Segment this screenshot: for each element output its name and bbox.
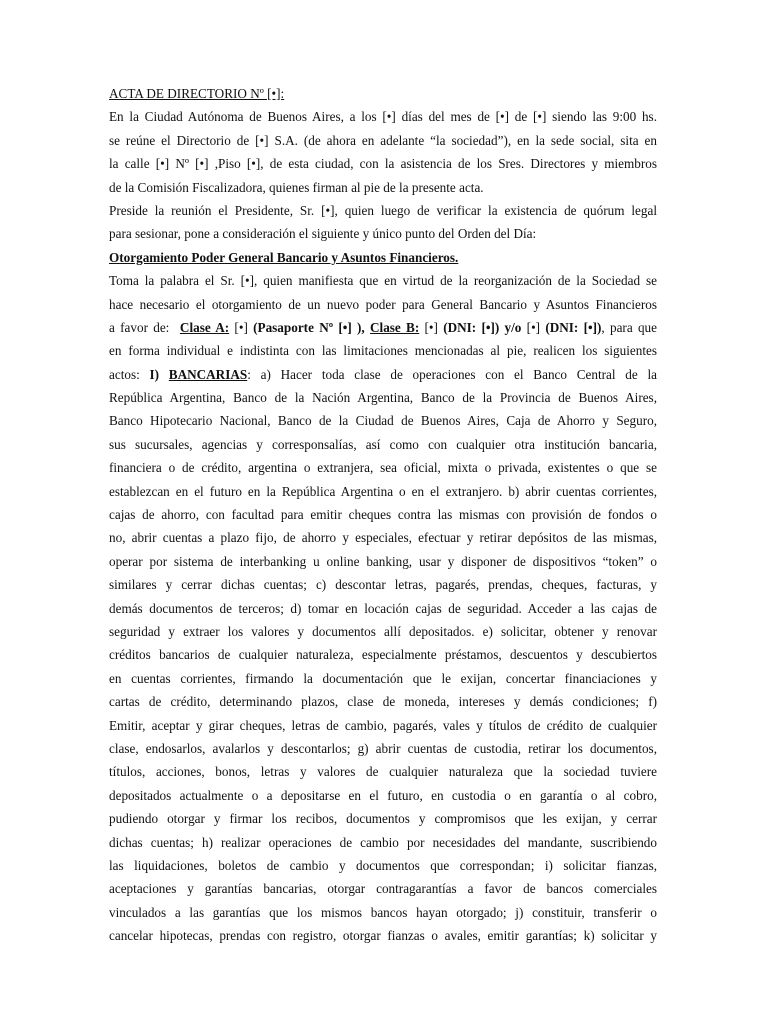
paragraph-line-grantees <box>109 316 657 339</box>
class-b-placeholder: [•] <box>419 319 444 335</box>
paragraph-line: En la Ciudad Autónoma de Buenos Aires, a los [•] días del mes de [•] de [•] siendo las 9:00 hs. <box>109 109 657 125</box>
roman-numeral-i: I) <box>149 366 169 382</box>
paragraph-line: similares y cerrar dichas cuentas; c) descontar letras, pagarés, prendas, cheques, facturas, y <box>109 577 657 593</box>
class-a-passport: (Pasaporte Nº [•] ), <box>253 319 371 335</box>
bancarias-heading: BANCARIAS <box>168 366 248 382</box>
paragraph-line: Emitir, aceptar y girar cheques, letras de cambio, pagarés, vales y títulos de crédito de cualquier <box>109 717 657 733</box>
paragraph-line-bancarias <box>109 363 657 386</box>
paragraph-line: en forma individual e indistinta con las limitaciones mencionadas al pie, realicen los siguientes <box>109 343 657 359</box>
paragraph-line: operar por sistema de interbanking u online banking, usar y disponer de dispositivos “token” o <box>109 553 657 569</box>
class-a-placeholder: [•] <box>229 319 254 335</box>
document-body <box>109 82 657 947</box>
paragraph-line: establezcan en el futuro en la República Argentina o en el extranjero. b) abrir cuentas corrientes, <box>109 483 657 499</box>
paragraph-line: hace necesario el otorgamiento de un nuevo poder para General Bancario y Asuntos Financieros <box>109 296 657 312</box>
class-b-label: Clase B: <box>370 319 420 335</box>
paragraph-line: aceptaciones y garantías bancarias, otorgar contragarantías a favor de bancos comerciales <box>109 881 657 897</box>
paragraph-line: demás documentos de terceros; d) tomar en locación cajas de seguridad. Acceder a las cajas de <box>109 600 657 616</box>
class-a-label: Clase A: <box>179 319 230 335</box>
paragraph-line: no, abrir cuentas a plazo fijo, de ahorro y especiales, efectuar y retirar depósitos de las mismas, <box>109 530 657 546</box>
grantees-tail: , para que <box>601 319 657 335</box>
paragraph-line: vinculados a las garantías que los mismos bancos hayan otorgado; j) constituir, transferir o <box>109 904 657 920</box>
grantees-intro: a favor de: <box>109 319 180 335</box>
paragraph-line: se reúne el Directorio de [•] S.A. (de ahora en adelante “la sociedad”), en la sede social, sita en <box>109 132 657 148</box>
paragraph-line: de la Comisión Fiscalizadora, quienes firman al pie de la presente acta. <box>109 179 484 195</box>
paragraph-line: títulos, acciones, bonos, letras y valores de cualquier naturaleza que la sociedad tuviere <box>109 764 657 780</box>
paragraph-line: sus sucursales, agencias y corresponsalías, así como con cualquier otra institución bancaria, <box>109 436 657 452</box>
paragraph-line: Preside la reunión el Presidente, Sr. [•], quien luego de verificar la existencia de quórum legal <box>109 202 657 218</box>
paragraph-line: seguridad y extraer los valores y documentos allí depositados. e) solicitar, obtener y renovar <box>109 623 657 639</box>
paragraph-line: depositados actualmente o a depositarse en el futuro, en custodia o en garantía o al cobro, <box>109 787 657 803</box>
paragraph-line: República Argentina, Banco de la Nación Argentina, Banco de la Provincia de Buenos Aires, <box>109 390 657 406</box>
section-heading: Otorgamiento Poder General Bancario y Asuntos Financieros. <box>109 249 459 265</box>
paragraph-line: Banco Hipotecario Nacional, Banco de la Ciudad de Buenos Aires, Caja de Ahorro y Seguro, <box>109 413 657 429</box>
paragraph-line: clase, endosarlos, avalarlos y descontarlos; g) abrir cuentas de custodia, retirar los documentos, <box>109 740 657 756</box>
paragraph-line: dichas cuentas; h) realizar operaciones de cambio por necesidades del mandante, suscribiendo <box>109 834 657 850</box>
paragraph-line: para sesionar, pone a consideración el siguiente y único punto del Orden del Día: <box>109 226 537 242</box>
paragraph-line: financiera o de crédito, argentina o extranjera, sea oficial, mixta o privada, existentes o que se <box>109 460 657 476</box>
bancarias-text: : a) Hacer toda clase de operaciones con el Banco Central de la <box>247 366 657 382</box>
paragraph-line: cartas de crédito, determinando plazos, clase de moneda, intereses y demás condiciones; f) <box>109 694 657 710</box>
class-b-placeholder-2: [•] <box>526 319 546 335</box>
paragraph-line: en cuentas corrientes, firmando la documentación que le exijan, concertar financiaciones y <box>109 670 657 686</box>
document-title: ACTA DE DIRECTORIO Nº [•]: <box>109 86 285 101</box>
paragraph-line: la calle [•] Nº [•] ,Piso [•], de esta ciudad, con la asistencia de los Sres. Directores y miembros <box>109 156 657 172</box>
paragraph-line: cancelar hipotecas, prendas con registro, otorgar fianzas o avales, emitir garantías; k) solicitar y <box>109 928 657 944</box>
acts-intro: actos: <box>109 366 150 382</box>
paragraph-line: cajas de ahorro, con facultad para emitir cheques contra las mismas con provisión de fondos o <box>109 507 657 523</box>
paragraph-line: las liquidaciones, boletos de cambio y documentos que correspondan; i) solicitar fianzas, <box>109 857 657 873</box>
class-b-dni-1: (DNI: [•]) y/o <box>443 319 527 335</box>
paragraph-line: pudiendo otorgar y firmar los recibos, documentos y compromisos que les exijan, y cerrar <box>109 811 657 827</box>
paragraph-line: créditos bancarios de cualquier naturaleza, especialmente préstamos, descuentos y descubiertos <box>109 647 657 663</box>
class-b-dni-2: (DNI: [•]) <box>545 319 602 335</box>
paragraph-line: Toma la palabra el Sr. [•], quien manifiesta que en virtud de la reorganización de la Sociedad se <box>109 273 657 289</box>
